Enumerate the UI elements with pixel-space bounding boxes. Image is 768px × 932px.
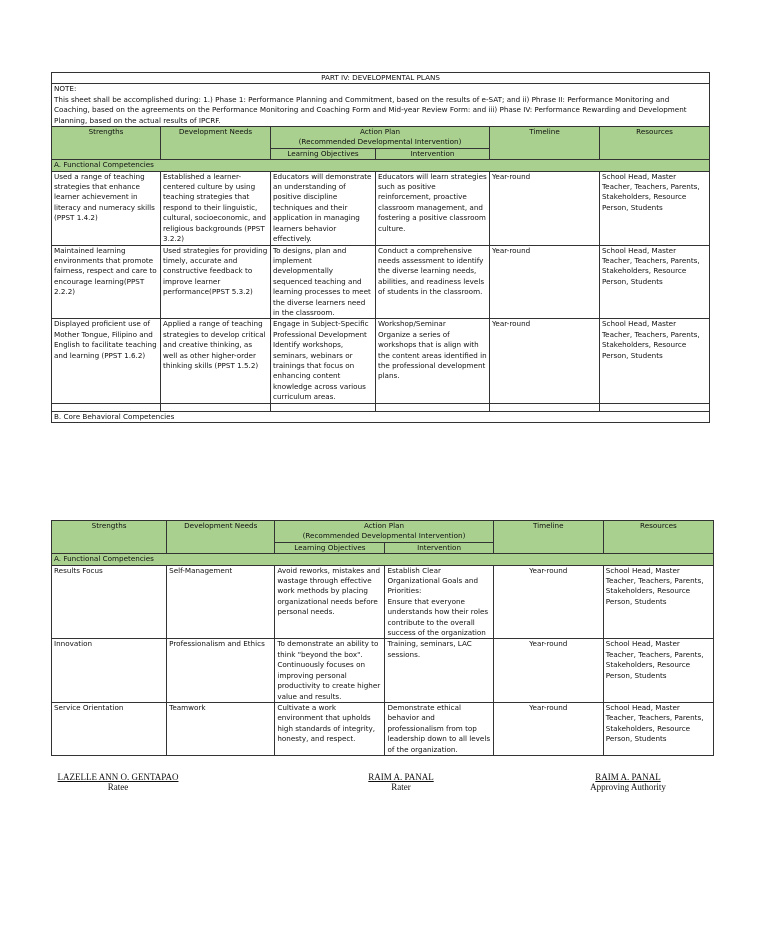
table-row [52, 319, 710, 403]
signature-name: RAIM A. PANAL [595, 772, 661, 782]
cell-development-needs: Used strategies for providing timely, accurate and constructive feedback to improve learner performance(PPST 5.3.2) [161, 245, 271, 319]
header-action-plan: Action Plan (Recommended Developmental Intervention) [275, 521, 493, 543]
table-row [52, 245, 710, 319]
cell-strengths: Displayed proficient use of Mother Tongue, Filipino and English to facilitate teaching and learning (PPST 1.6.2) [52, 319, 161, 403]
table-title: PART IV: DEVELOPMENTAL PLANS [52, 73, 710, 84]
note-text: NOTE: This sheet shall be accomplished during: 1.) Phase 1: Performance Planning and Commitment, based on the results of e-SAT; and ii) Phrase II: Performance Monitoring and Coaching, based on the agreements on the Performance Monitoring and Coaching Form and Mid-year Review Form: and iii) Phase IV: Performance Rewarding and Development Planning, based on the actual results of IPCRF. [52, 84, 710, 127]
header-intervention: Intervention [376, 148, 490, 159]
table-row [52, 565, 714, 639]
header-learning-objectives: Learning Objectives [271, 148, 376, 159]
signature-rater [358, 772, 444, 792]
cell-resources: School Head, Master Teacher, Teachers, Parents, Stakeholders, Resource Person, Students [603, 565, 713, 639]
cell-development-needs: Teamwork [167, 702, 275, 755]
cell-intervention: Training, seminars, LAC sessions. [385, 639, 493, 702]
table-row [52, 639, 714, 702]
header-strengths: Strengths [52, 521, 167, 554]
table-row [52, 702, 714, 755]
cell-development-needs: Self-Management [167, 565, 275, 639]
cell-learning-objectives: Cultivate a work environment that upholds high standards of integrity, honesty, and respect. [275, 702, 385, 755]
header-action-plan: Action Plan (Recommended Developmental Intervention) [271, 127, 490, 149]
core-behavioral-plans-table [51, 520, 714, 756]
signature-role: Ratee [107, 782, 129, 792]
cell-learning-objectives: Engage in Subject-Specific Professional Development Identify workshops, seminars, webinars or trainings that focus on enhancing content knowledge across various curriculum areas. [271, 319, 376, 403]
section-functional-competencies: A. Functional Competencies [52, 554, 714, 565]
section-core-behavioral-competencies: B. Core Behavioral Competencies [52, 411, 710, 422]
header-timeline: Timeline [493, 521, 603, 554]
cell-intervention: Workshop/Seminar Organize a series of workshops that is align with the content areas identified in the professional development plans. [376, 319, 490, 403]
signature-role: Rater [391, 782, 411, 792]
cell-timeline: Year-round [490, 319, 600, 403]
cell-intervention: Demonstrate ethical behavior and professionalism from top leadership down to all levels of the organization. [385, 702, 493, 755]
header-timeline: Timeline [490, 127, 600, 160]
cell-intervention: Establish Clear Organizational Goals and Priorities: Ensure that everyone understands how their roles contribute to the overall success of the organization [385, 565, 493, 639]
cell-learning-objectives: To demonstrate an ability to think "beyond the box". Continuously focuses on improving personal productivity to create higher value and results. [275, 639, 385, 702]
cell-development-needs: Professionalism and Ethics [167, 639, 275, 702]
section-functional-competencies: A. Functional Competencies [52, 160, 710, 171]
header-development-needs: Development Needs [161, 127, 271, 160]
cell-learning-objectives: Educators will demonstrate an understanding of positive discipline techniques and their application in managing learners behavior effectively. [271, 171, 376, 245]
table-row [52, 171, 710, 245]
cell-resources: School Head, Master Teacher, Teachers, Parents, Stakeholders, Resource Person, Students [600, 245, 710, 319]
header-resources: Resources [600, 127, 710, 160]
cell-strengths: Used a range of teaching strategies that enhance learner achievement in literacy and numeracy skills (PPST 1.4.2) [52, 171, 161, 245]
cell-resources: School Head, Master Teacher, Teachers, Parents, Stakeholders, Resource Person, Students [600, 319, 710, 403]
cell-intervention: Educators will learn strategies such as positive reinforcement, proactive classroom management, and fostering a positive classroom culture. [376, 171, 490, 245]
header-learning-objectives: Learning Objectives [275, 542, 385, 553]
cell-timeline: Year-round [490, 171, 600, 245]
signature-name: LAZELLE ANN O. GENTAPAO [57, 772, 179, 782]
cell-intervention: Conduct a comprehensive needs assessment to identify the diverse learning needs, abilities, and readiness levels of students in the classroom. [376, 245, 490, 319]
developmental-plans-table [51, 72, 710, 423]
signature-name: RAIM A. PANAL [368, 772, 434, 782]
cell-resources: School Head, Master Teacher, Teachers, Parents, Stakeholders, Resource Person, Students [600, 171, 710, 245]
cell-timeline: Year-round [493, 639, 603, 702]
signature-approving-authority [578, 772, 678, 792]
signature-ratee [54, 772, 182, 792]
header-intervention: Intervention [385, 542, 493, 553]
cell-timeline: Year-round [490, 245, 600, 319]
cell-resources: School Head, Master Teacher, Teachers, Parents, Stakeholders, Resource Person, Students [603, 702, 713, 755]
cell-learning-objectives: Avoid reworks, mistakes and wastage through effective work methods by placing organizational needs before personal needs. [275, 565, 385, 639]
header-resources: Resources [603, 521, 713, 554]
cell-strengths: Innovation [52, 639, 167, 702]
cell-learning-objectives: To designs, plan and implement developmentally sequenced teaching and learning processes to meet the diverse learners need in the classroom. [271, 245, 376, 319]
cell-resources: School Head, Master Teacher, Teachers, Parents, Stakeholders, Resource Person, Students [603, 639, 713, 702]
cell-development-needs: Established a learner-centered culture by using teaching strategies that respond to their linguistic, cultural, socioeconomic, and religious backgrounds (PPST 3.2.2) [161, 171, 271, 245]
cell-timeline: Year-round [493, 565, 603, 639]
cell-strengths: Results Focus [52, 565, 167, 639]
cell-development-needs: Applied a range of teaching strategies to develop critical and creative thinking, as well as other higher-order thinking skills (PPST 1.5.2) [161, 319, 271, 403]
empty-row [52, 403, 710, 411]
signature-role: Approving Authority [590, 782, 666, 792]
header-development-needs: Development Needs [167, 521, 275, 554]
cell-timeline: Year-round [493, 702, 603, 755]
cell-strengths: Service Orientation [52, 702, 167, 755]
cell-strengths: Maintained learning environments that promote fairness, respect and care to encourage learning(PPST 2.2.2) [52, 245, 161, 319]
header-strengths: Strengths [52, 127, 161, 160]
